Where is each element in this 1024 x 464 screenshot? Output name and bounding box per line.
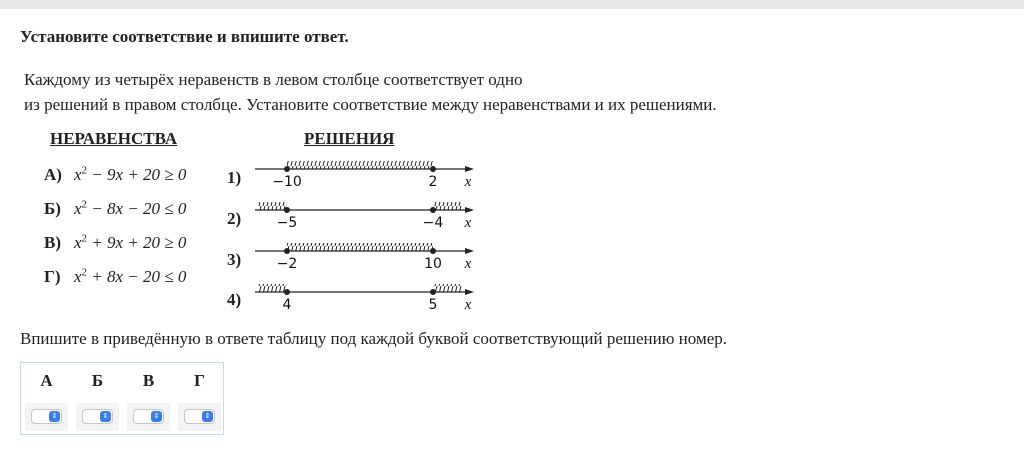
solution-number-4: 4) [227,290,242,309]
endpoint-dot [430,207,436,213]
answer-header: Б [91,371,104,390]
inequality-letter: В) [44,232,61,252]
var: x [74,164,82,184]
answer-cell [25,403,68,431]
inequality-b [44,198,186,219]
answer-column-a [21,363,72,436]
answer-cell [178,403,221,431]
answer-header: Г [194,371,205,390]
expression-rest: − 8x − 20 ≤ 0 [87,198,187,218]
right-endpoint-label: 5 [428,297,438,313]
endpoint-dot [430,289,436,295]
axis-arrow-icon [465,207,474,213]
expression-rest: − 9x + 20 ≥ 0 [87,164,187,184]
shaded-interval [258,202,287,210]
right-endpoint-label: 2 [428,174,438,190]
expression-rest: + 8x − 20 ≤ 0 [87,266,187,286]
inequality-a [44,164,186,185]
solutions-header: РЕШЕНИЯ [304,129,395,148]
exponent: 2 [81,198,88,210]
updown-arrows-icon: ⇕ [202,411,213,422]
answer-select-g[interactable] [184,409,215,424]
answer-select-v[interactable] [133,409,164,424]
inequalities-header: НЕРАВЕНСТВА [50,129,178,148]
axis-arrow-icon [465,248,474,254]
inequality-letter: А) [44,164,62,184]
expression-rest: + 9x + 20 ≥ 0 [87,232,187,252]
shaded-interval [258,284,287,292]
axis-label: x [464,297,472,313]
axis-label: x [464,256,472,272]
instruction-text: Впишите в приведённую в ответе таблицу под каждой буквой соответствующий решению номер. [20,329,728,348]
answer-cell [127,403,170,431]
endpoint-dot [430,166,436,172]
answer-select-b[interactable] [82,409,113,424]
left-endpoint-label: −2 [276,256,298,272]
left-endpoint-label: −10 [272,174,302,190]
solution-number-2: 2) [227,209,242,228]
axis-label: x [464,174,472,190]
shaded-interval [433,202,462,210]
shaded-interval [287,243,433,251]
inequality-g [44,266,186,287]
var: x [74,266,82,286]
right-endpoint-label: −4 [422,215,444,231]
endpoint-dot [284,248,290,254]
solution-number-3: 3) [227,250,242,269]
inequality-letter: Г) [44,266,61,286]
intro-line-2: из решений в правом столбце. Установите соответствие между неравенствами и их решениями. [24,95,717,114]
updown-arrows-icon: ⇕ [151,411,162,422]
number-lines [250,158,482,316]
left-endpoint-label: −5 [276,215,298,231]
inequality-letter: Б) [44,198,61,218]
answer-column-v [123,363,174,436]
exponent: 2 [81,232,88,244]
updown-arrows-icon: ⇕ [49,411,60,422]
axis-label: x [464,215,472,231]
exponent: 2 [81,164,88,176]
answer-cell [76,403,119,431]
endpoint-dot [284,166,290,172]
shaded-interval [287,161,433,169]
endpoint-dot [284,289,290,295]
left-endpoint-label: 4 [282,297,292,313]
shaded-interval [433,284,462,292]
right-endpoint-label: 10 [424,256,442,272]
intro-line-1: Каждому из четырёх неравенств в левом столбце соответствует одно [24,70,523,89]
exponent: 2 [81,266,88,278]
axis-arrow-icon [465,166,474,172]
inequality-v [44,232,186,253]
answer-table [20,362,224,435]
axis-arrow-icon [465,289,474,295]
var: x [74,198,82,218]
answer-select-a[interactable] [31,409,62,424]
endpoint-dot [430,248,436,254]
var: x [74,232,82,252]
answer-header: А [40,371,53,390]
answer-header: В [142,371,155,390]
updown-arrows-icon: ⇕ [100,411,111,422]
top-bar [0,0,1024,9]
solution-number-1: 1) [227,168,242,187]
answer-column-b [72,363,123,436]
task-title: Установите соответствие и впишите ответ. [20,27,349,46]
endpoint-dot [284,207,290,213]
answer-column-g [174,363,225,436]
